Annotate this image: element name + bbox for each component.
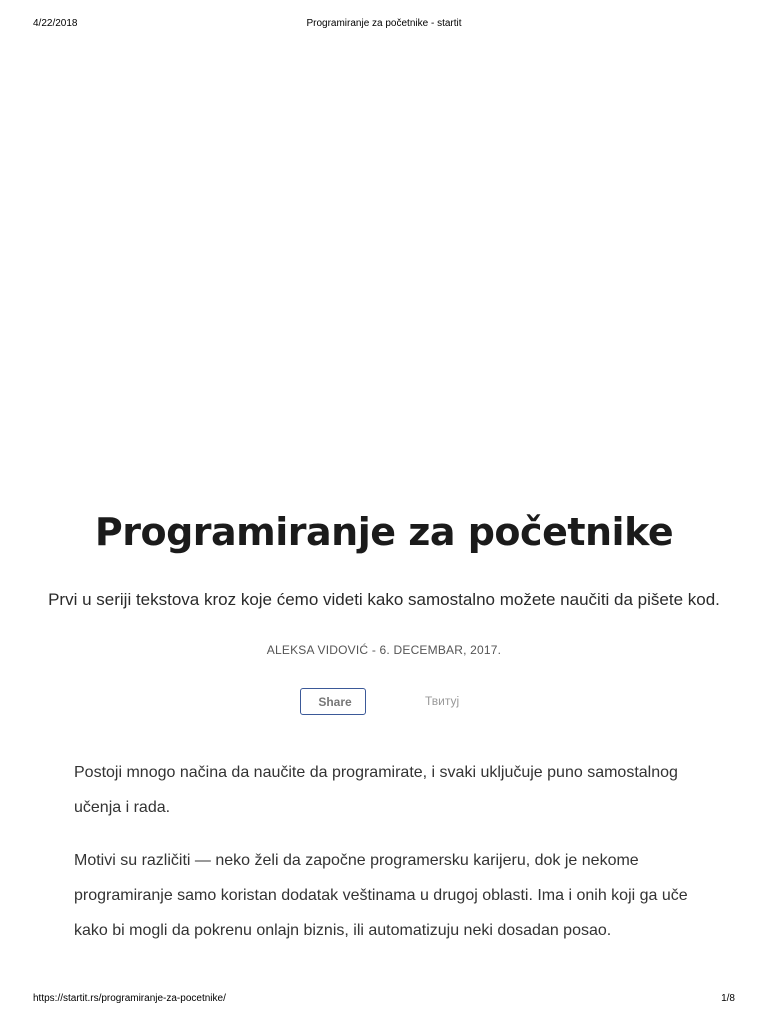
article-byline: ALEKSA VIDOVIĆ - 6. DECEMBAR, 2017. (266, 643, 502, 657)
article-paragraph: Motivi su različiti — neko želi da započne programersku karijeru, dok je nekome programiranje samo koristan dodatak veštinama u drugoj oblasti. Ima i onih koji ga uče kako bi mogli da pokrenu onlajn biznis, ili automatizuju neki dosadan posao. (74, 852, 688, 939)
print-footer (33, 993, 735, 1007)
article-subtitle: Prvi u seriji tekstova kroz koje ćemo videti kako samostalno možete naučiti da pišete kod. (48, 590, 720, 609)
print-document-title: Programiranje za početnike - startit (306, 18, 462, 29)
page-url: https://startit.rs/programiranje-za-pocetnike/ (33, 993, 226, 1004)
print-date: 4/22/2018 (33, 18, 78, 29)
article-body (74, 755, 704, 966)
facebook-share-button[interactable]: Share (300, 688, 366, 715)
article-title: Programiranje za početnike (94, 510, 674, 554)
page-number: 1/8 (721, 993, 735, 1004)
print-header (33, 18, 735, 32)
article-paragraph: Postoji mnogo načina da naučite da programirate, i svaki uključuje puno samostalnog učenja i rada. (74, 764, 678, 816)
tweet-link[interactable]: Твитуј (425, 694, 460, 708)
